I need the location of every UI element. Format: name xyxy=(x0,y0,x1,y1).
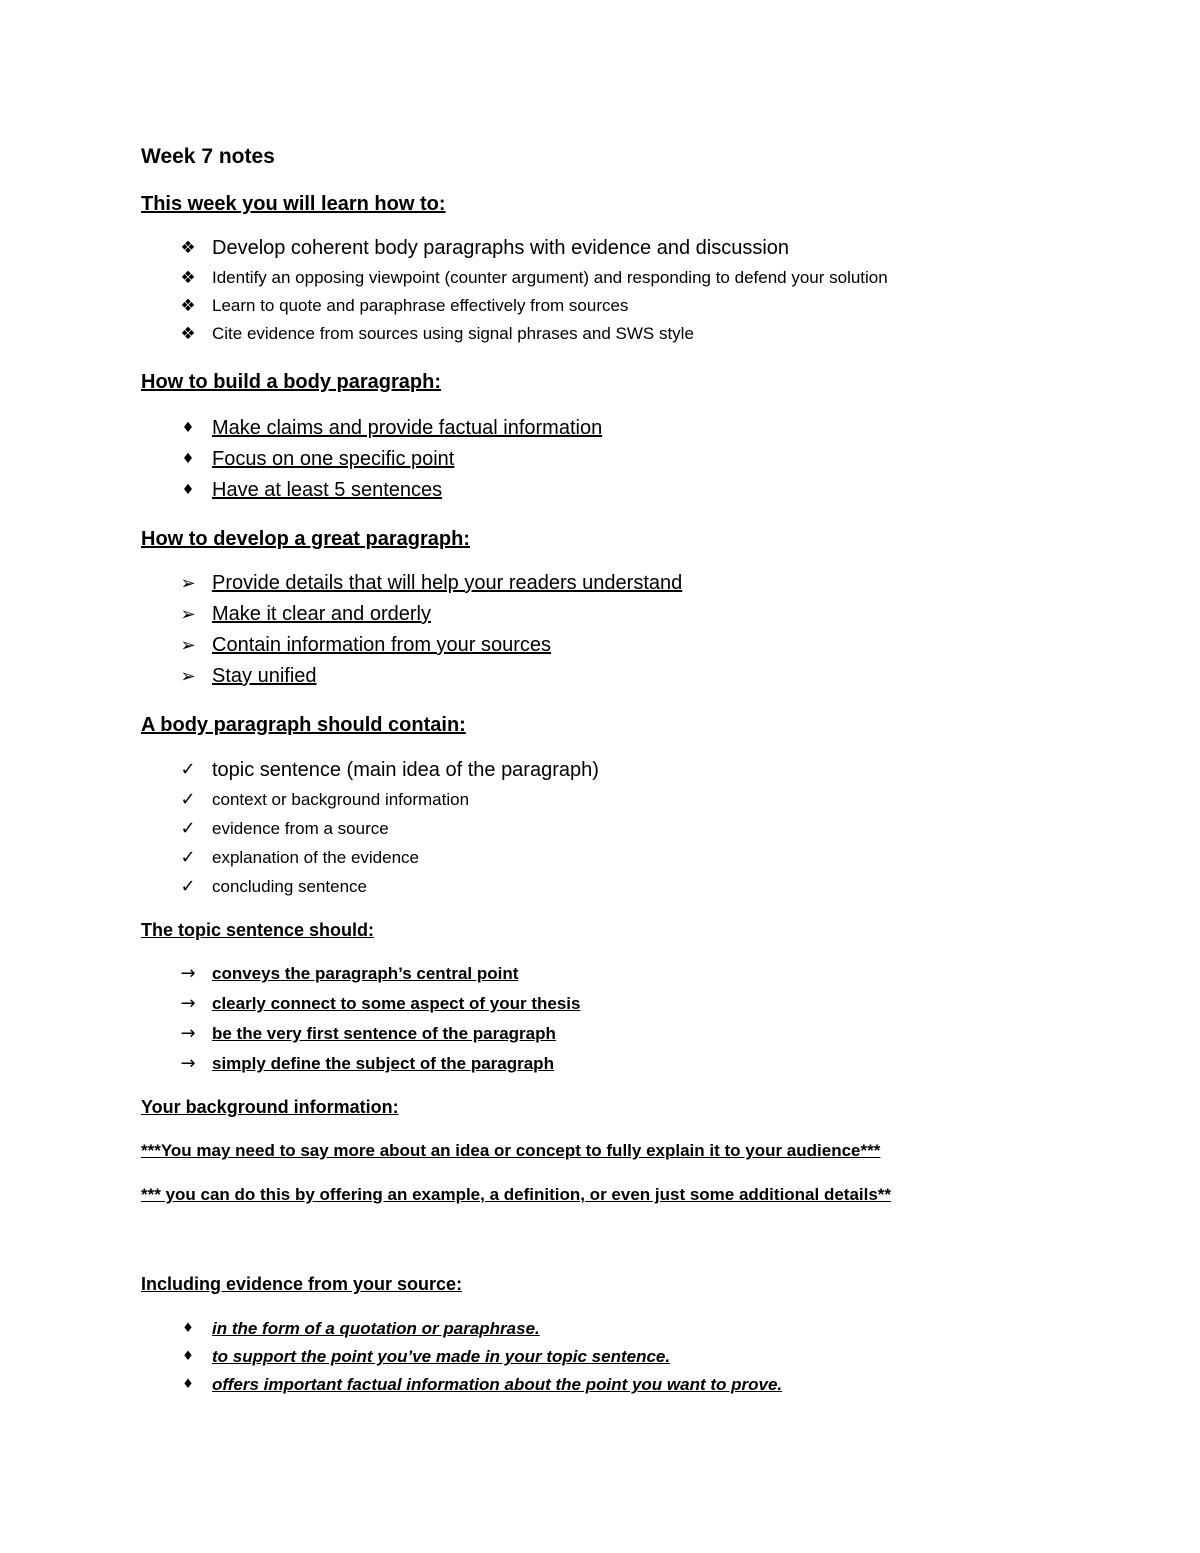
list-item: ➢ Contain information from your sources xyxy=(0,630,682,661)
checkmark-bullet-icon: ✓ xyxy=(180,876,196,897)
list-item: ❖ Learn to quote and paraphrase effectively from sources xyxy=(0,292,888,320)
list-item: ✓ context or background information xyxy=(0,785,599,814)
list-item: ✓ evidence from a source xyxy=(0,814,599,843)
evidence-list xyxy=(0,1315,782,1399)
list-item: ❖ Develop coherent body paragraphs with evidence and discussion xyxy=(0,232,888,264)
heading-build: How to build a body paragraph: xyxy=(141,371,441,393)
arrow-right-bullet-icon: → xyxy=(180,993,196,1014)
list-item: ❖ Cite evidence from sources using signal phrases and SWS style xyxy=(0,320,888,348)
page-title: Week 7 notes xyxy=(141,145,275,168)
diamond-bullet-icon: ♦ xyxy=(182,1377,194,1392)
list-item: → be the very first sentence of the paragraph xyxy=(0,1019,580,1049)
diamond-bullet-icon: ♦ xyxy=(182,1349,194,1364)
checkmark-bullet-icon: ✓ xyxy=(180,847,196,868)
heading-topic: The topic sentence should: xyxy=(141,920,375,940)
list-item: ❖ Identify an opposing viewpoint (counter argument) and responding to defend your solution xyxy=(0,264,888,292)
arrowhead-bullet-icon: ➢ xyxy=(180,635,196,656)
diamond-bullet-icon: ♦ xyxy=(182,1321,194,1336)
list-item: → clearly connect to some aspect of your thesis xyxy=(0,989,580,1019)
diamond-flower-bullet-icon: ❖ xyxy=(180,238,196,258)
diamond-bullet-icon: ♦ xyxy=(181,451,195,467)
contain-list xyxy=(0,755,599,901)
list-item: ♦ Make claims and provide factual information xyxy=(0,413,602,444)
diamond-flower-bullet-icon: ❖ xyxy=(180,296,196,316)
arrowhead-bullet-icon: ➢ xyxy=(180,604,196,625)
list-item: ➢ Make it clear and orderly xyxy=(0,599,682,630)
develop-list xyxy=(0,568,682,692)
arrow-right-bullet-icon: → xyxy=(180,1023,196,1044)
learn-list xyxy=(0,232,888,348)
diamond-bullet-icon: ♦ xyxy=(181,420,195,436)
arrowhead-bullet-icon: ➢ xyxy=(180,573,196,594)
checkmark-bullet-icon: ✓ xyxy=(180,759,196,780)
checkmark-bullet-icon: ✓ xyxy=(180,789,196,810)
heading-background: Your background information: xyxy=(141,1097,399,1117)
list-item: ♦ Have at least 5 sentences xyxy=(0,475,602,506)
diamond-flower-bullet-icon: ❖ xyxy=(180,324,196,344)
list-item: ✓ concluding sentence xyxy=(0,872,599,901)
background-note: *** you can do this by offering an example, a definition, or even just some additional details** xyxy=(141,1185,892,1204)
list-item: ➢ Provide details that will help your readers understand xyxy=(0,568,682,599)
topic-list xyxy=(0,959,580,1079)
background-note: ***You may need to say more about an idea or concept to fully explain it to your audience*** xyxy=(141,1141,881,1160)
list-item: → conveys the paragraph’s central point xyxy=(0,959,580,989)
arrow-right-bullet-icon: → xyxy=(180,1053,196,1074)
list-item: ✓ topic sentence (main idea of the paragraph) xyxy=(0,755,599,785)
diamond-bullet-icon: ♦ xyxy=(181,482,195,498)
list-item: ✓ explanation of the evidence xyxy=(0,843,599,872)
list-item: ♦ Focus on one specific point xyxy=(0,444,602,475)
heading-contain: A body paragraph should contain: xyxy=(141,714,466,736)
list-item: → simply define the subject of the paragraph xyxy=(0,1049,580,1079)
list-item: ♦ to support the point you’ve made in your topic sentence. xyxy=(0,1343,782,1371)
arrow-right-bullet-icon: → xyxy=(180,963,196,984)
diamond-flower-bullet-icon: ❖ xyxy=(180,268,196,288)
checkmark-bullet-icon: ✓ xyxy=(180,818,196,839)
list-item: ♦ in the form of a quotation or paraphrase. xyxy=(0,1315,782,1343)
heading-develop: How to develop a great paragraph: xyxy=(141,528,470,550)
build-list xyxy=(0,413,602,506)
arrowhead-bullet-icon: ➢ xyxy=(180,666,196,687)
heading-learn: This week you will learn how to: xyxy=(141,193,446,215)
list-item: ➢ Stay unified xyxy=(0,661,682,692)
heading-evidence: Including evidence from your source: xyxy=(141,1274,463,1294)
list-item: ♦ offers important factual information about the point you want to prove. xyxy=(0,1371,782,1399)
